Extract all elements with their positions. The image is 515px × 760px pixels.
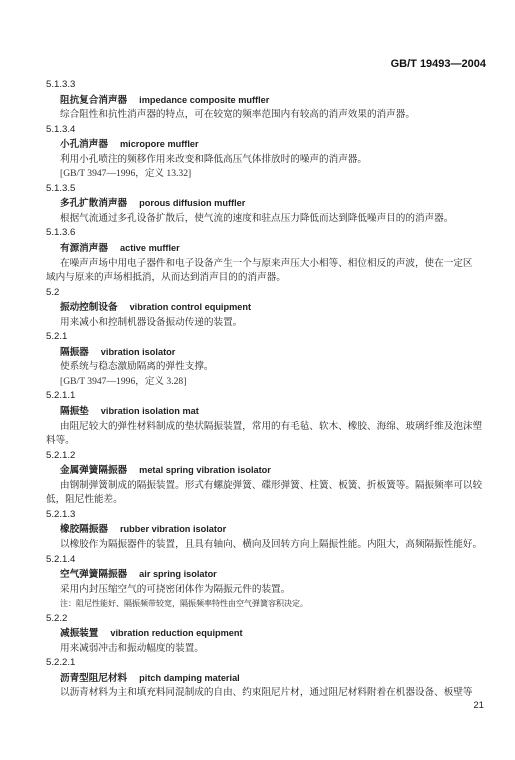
term-english: vibration isolator (100, 346, 176, 357)
clause-number: 5.1.3.5 (46, 182, 76, 194)
term-chinese: 阻抗复合消声器 (60, 94, 128, 106)
clause-number: 5.2.1.2 (46, 449, 76, 461)
term-heading (46, 241, 486, 257)
term-heading (46, 137, 486, 153)
page-number: 21 (473, 700, 484, 711)
term-chinese: 沥青型阻尼材料 (60, 672, 128, 684)
term-chinese: 振动控制设备 (60, 302, 118, 314)
term-english: impedance composite muffler (139, 94, 270, 105)
definition-text: 综合阻性和抗性消声器的特点，可在较宽的频率范围内有较高的消声效果的消声器。 (60, 109, 415, 121)
term-chinese: 有源消声器 (60, 243, 108, 255)
term-chinese: 小孔消声器 (60, 139, 108, 151)
term-english: pitch damping material (139, 672, 240, 683)
term-heading (46, 300, 486, 316)
term-chinese: 橡胶隔振器 (60, 524, 108, 536)
term-english: metal spring vibration isolator (139, 465, 271, 476)
term-english: vibration reduction equipment (110, 628, 243, 639)
definition-text: 使系统与稳态激励隔离的弹性支撑。 (60, 361, 214, 373)
term-heading (46, 671, 486, 687)
definition-text-continued: 料等。 (46, 435, 75, 447)
definition-text: 用来减弱冲击和振动幅度的装置。 (60, 642, 204, 654)
term-heading (46, 196, 486, 212)
definition-text: 由阻尼较大的弹性材料制成的垫状隔振装置，常用的有毛毡、软木、橡胶、海绵、玻璃纤维及泡沫塑 (60, 420, 483, 432)
clause-number: 5.2.2.1 (46, 657, 76, 669)
term-heading (46, 522, 486, 538)
term-chinese: 多孔扩散消声器 (60, 198, 128, 210)
term-heading (46, 567, 486, 583)
note-text: 注：阻尼性能好、隔振频带较宽，隔振频率特性由空气弹簧容积决定。 (60, 599, 308, 609)
definition-text: 利用小孔喷注的频移作用来改变和降低高压气体排放时的噪声的消声器。 (60, 153, 367, 165)
clause-number: 5.2.1.3 (46, 508, 76, 520)
clause-number: 5.1.3.3 (46, 79, 76, 90)
term-english: rubber vibration isolator (119, 524, 227, 535)
definition-text: 由钢制弹簧制成的隔振装置。形式有螺旋弹簧、碟形弹簧、柱簧、板簧、折板簧等。隔振频率可以较 (60, 479, 483, 491)
term-english: vibration control equipment (129, 302, 252, 313)
term-english: air spring isolator (139, 569, 217, 580)
term-english: vibration isolation mat (100, 406, 199, 417)
clause-number: 5.1.3.6 (46, 227, 76, 239)
definition-text: 以沥青材料为主和填充料同混制成的自由、约束阻尼片材，通过阻尼材料附着在机器设备、板壁等 (60, 687, 473, 699)
clause-number: 5.2.1.1 (46, 390, 76, 402)
source-reference: [GB/T 3947—1996，定义 13.32] (60, 168, 192, 180)
page-header: GB/T 19493—2004 (390, 58, 486, 70)
term-heading (46, 626, 486, 642)
term-chinese: 金属弹簧隔振器 (60, 465, 128, 477)
clause-number: 5.2 (46, 286, 60, 298)
term-english: micropore muffler (119, 139, 199, 150)
term-chinese: 空气弹簧隔振器 (60, 569, 128, 581)
definition-text: 根据气流通过多孔设备扩散后，使气流的速度和驻点压力降低而达到降低噪声目的的消声器。 (60, 212, 454, 224)
term-english: active muffler (119, 243, 180, 254)
term-chinese: 隔振垫 (60, 406, 89, 418)
term-english: porous diffusion muffler (139, 198, 246, 209)
term-heading (46, 93, 486, 109)
clause-number: 5.2.2 (46, 612, 68, 624)
term-heading (46, 345, 486, 361)
clause-number: 5.1.3.4 (46, 123, 76, 135)
clause-number: 5.2.1.4 (46, 553, 76, 565)
term-heading (46, 463, 486, 479)
term-heading (46, 404, 486, 420)
definition-text-continued: 低，阻尼性能差。 (46, 494, 123, 506)
term-chinese: 减振装置 (60, 628, 99, 640)
document-content (46, 78, 486, 701)
definition-text-continued: 域内与原来的声场相抵消，从而达到消声目的的消声器。 (46, 272, 286, 284)
definition-text: 在噪声声场中用电子器件和电子设备产生一个与原来声压大小相等、相位相反的声波，使在一定区 (60, 257, 473, 269)
definition-text: 用来减小和控制机器设备振动传递的装置。 (60, 316, 243, 328)
definition-text: 采用内封压缩空气的可挠密闭体作为隔振元件的装置。 (60, 583, 291, 595)
definition-text: 以橡胶作为隔振器件的装置，且具有轴向、横向及回转方向上隔振性能。内阻大，高频隔振性能好。 (60, 538, 483, 550)
source-reference: [GB/T 3947—1996，定义 3.28] (60, 375, 187, 387)
clause-number: 5.2.1 (46, 331, 68, 343)
term-chinese: 隔振器 (60, 346, 89, 358)
